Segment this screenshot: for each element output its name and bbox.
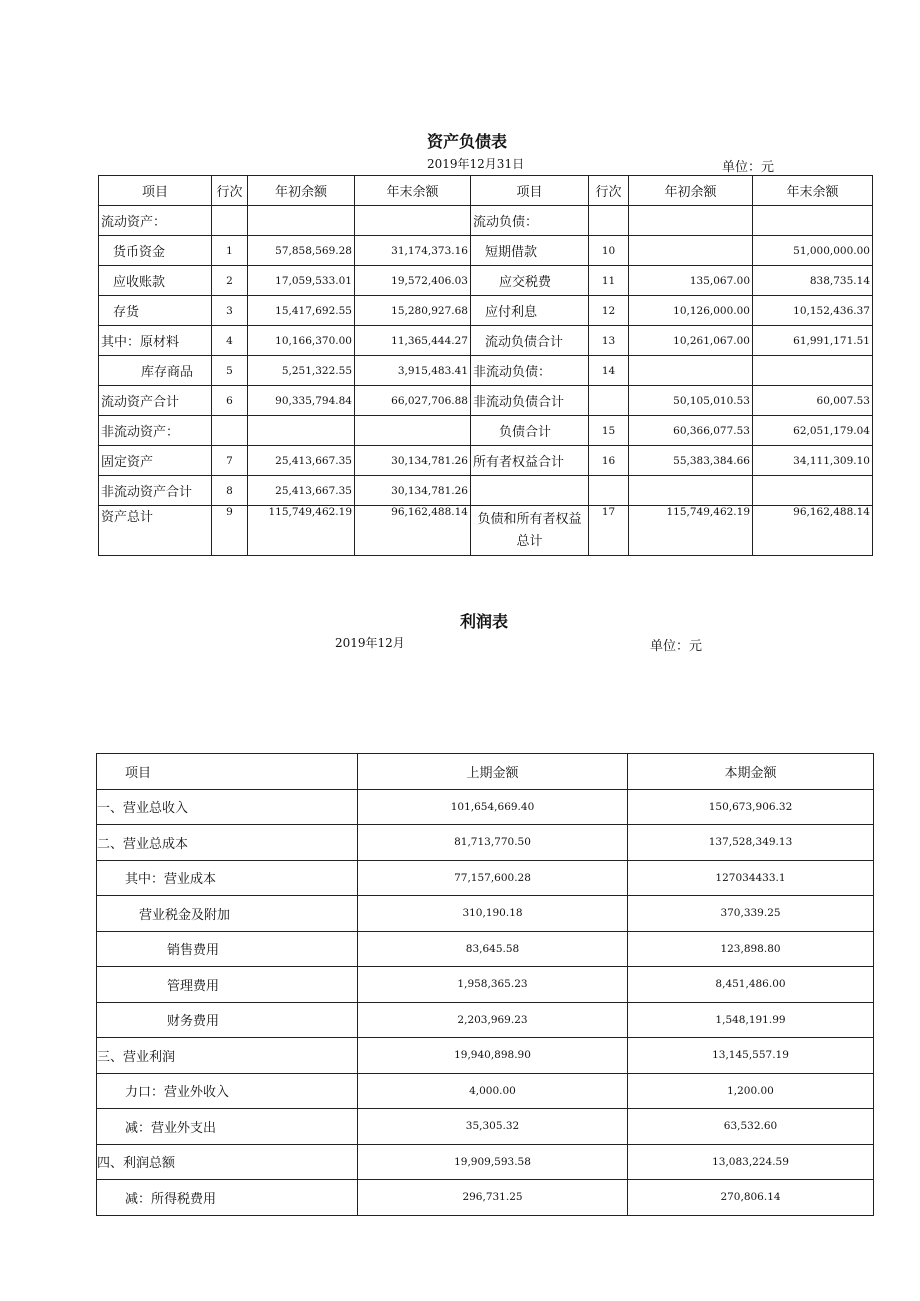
balance-sheet-amount-cell: 66,027,706.88 — [355, 386, 471, 416]
balance-sheet-amount-cell: 11,365,444.27 — [355, 326, 471, 356]
income-statement-amount-cell: 83,645.58 — [358, 931, 628, 967]
balance-sheet-line-number-cell — [589, 206, 629, 236]
income-statement-header-cell: 本期金额 — [628, 754, 874, 790]
income-statement-item-cell: 管理费用 — [97, 967, 358, 1003]
balance-sheet-amount-cell: 5,251,322.55 — [248, 356, 355, 386]
balance-sheet-amount-cell — [355, 416, 471, 446]
balance-sheet-header-cell: 项目 — [471, 176, 589, 206]
balance-sheet-amount-cell — [629, 476, 753, 506]
income-statement-amount-cell: 77,157,600.28 — [358, 860, 628, 896]
income-statement-amount-cell: 81,713,770.50 — [358, 825, 628, 861]
balance-sheet-line-number-cell: 8 — [212, 476, 248, 506]
balance-sheet-header-cell: 年初余额 — [629, 176, 753, 206]
balance-sheet-item-cell — [471, 476, 589, 506]
balance-sheet-header-cell: 年末余额 — [753, 176, 873, 206]
balance-sheet-amount-cell: 61,991,171.51 — [753, 326, 873, 356]
balance-sheet-amount-cell — [248, 416, 355, 446]
balance-sheet-item-cell: 应付利息 — [471, 296, 589, 326]
balance-sheet-header-cell: 年末余额 — [355, 176, 471, 206]
balance-sheet-amount-cell: 30,134,781.26 — [355, 446, 471, 476]
income-statement-amount-cell: 127034433.1 — [628, 860, 874, 896]
balance-sheet-amount-cell: 96,162,488.14 — [753, 506, 873, 556]
balance-sheet-item-cell: 应收账款 — [99, 266, 212, 296]
income-statement-item-cell: 减：营业外支出 — [97, 1109, 358, 1145]
income-statement-amount-cell: 123,898.80 — [628, 931, 874, 967]
income-statement-item-cell: 减：所得税费用 — [97, 1180, 358, 1216]
balance-sheet-amount-cell — [248, 206, 355, 236]
balance-sheet-item-cell: 其中：原材料 — [99, 326, 212, 356]
balance-sheet-amount-cell: 51,000,000.00 — [753, 236, 873, 266]
balance-sheet-header-cell: 行次 — [212, 176, 248, 206]
balance-sheet-amount-cell — [629, 236, 753, 266]
balance-sheet-line-number-cell: 17 — [589, 506, 629, 556]
income-statement-amount-cell: 101,654,669.40 — [358, 789, 628, 825]
balance-sheet-line-number-cell: 1 — [212, 236, 248, 266]
income-statement-amount-cell: 2,203,969.23 — [358, 1002, 628, 1038]
balance-sheet-line-number-cell: 13 — [589, 326, 629, 356]
income-statement-amount-cell: 150,673,906.32 — [628, 789, 874, 825]
income-statement-row — [97, 1144, 874, 1180]
balance-sheet-line-number-cell — [212, 206, 248, 236]
income-statement-row — [97, 1109, 874, 1145]
balance-sheet-line-number-cell: 9 — [212, 506, 248, 556]
balance-sheet-amount-cell: 135,067.00 — [629, 266, 753, 296]
balance-sheet-amount-cell: 15,417,692.55 — [248, 296, 355, 326]
balance-sheet-line-number-cell: 14 — [589, 356, 629, 386]
balance-sheet-amount-cell: 838,735.14 — [753, 266, 873, 296]
balance-sheet-item-cell: 货币资金 — [99, 236, 212, 266]
income-statement-row — [97, 825, 874, 861]
income-statement-row — [97, 1180, 874, 1216]
income-statement-amount-cell: 296,731.25 — [358, 1180, 628, 1216]
balance-sheet-item-cell: 非流动资产： — [99, 416, 212, 446]
balance-sheet-row — [99, 326, 873, 356]
balance-sheet-line-number-cell: 4 — [212, 326, 248, 356]
balance-sheet-item-cell: 负债合计 — [471, 416, 589, 446]
balance-sheet-row — [99, 236, 873, 266]
income-statement-header-cell: 上期金额 — [358, 754, 628, 790]
income-statement-item-cell: 二、营业总成本 — [97, 825, 358, 861]
balance-sheet-header-row — [99, 176, 873, 206]
income-statement-item-cell: 营业税金及附加 — [97, 896, 358, 932]
balance-sheet-unit: 单位：元 — [722, 160, 775, 175]
income-statement-amount-cell: 1,548,191.99 — [628, 1002, 874, 1038]
balance-sheet-line-number-cell: 12 — [589, 296, 629, 326]
balance-sheet-amount-cell: 17,059,533.01 — [248, 266, 355, 296]
balance-sheet-row — [99, 446, 873, 476]
balance-sheet-line-number-cell — [589, 386, 629, 416]
income-statement-item-cell: 三、营业利润 — [97, 1038, 358, 1074]
balance-sheet-item-cell: 非流动负债合计 — [471, 386, 589, 416]
balance-sheet-line-number-cell — [212, 416, 248, 446]
balance-sheet-line-number-cell: 16 — [589, 446, 629, 476]
income-statement-item-cell: 财务费用 — [97, 1002, 358, 1038]
balance-sheet-amount-cell: 57,858,569.28 — [248, 236, 355, 266]
balance-sheet-header-cell: 年初余额 — [248, 176, 355, 206]
balance-sheet-item-cell: 固定资产 — [99, 446, 212, 476]
balance-sheet-amount-cell — [753, 206, 873, 236]
balance-sheet-amount-cell: 10,261,067.00 — [629, 326, 753, 356]
balance-sheet-line-number-cell: 11 — [589, 266, 629, 296]
income-statement-item-cell: 一、营业总收入 — [97, 789, 358, 825]
balance-sheet-amount-cell: 50,105,010.53 — [629, 386, 753, 416]
balance-sheet-line-number-cell: 2 — [212, 266, 248, 296]
income-statement-amount-cell: 270,806.14 — [628, 1180, 874, 1216]
income-statement-row — [97, 967, 874, 1003]
income-statement-amount-cell: 13,083,224.59 — [628, 1144, 874, 1180]
balance-sheet-item-cell: 资产总计 — [99, 506, 212, 556]
income-statement-title: 利润表 — [460, 612, 509, 631]
balance-sheet-amount-cell: 55,383,384.66 — [629, 446, 753, 476]
balance-sheet-amount-cell: 15,280,927.68 — [355, 296, 471, 326]
balance-sheet-amount-cell — [355, 206, 471, 236]
balance-sheet-amount-cell: 115,749,462.19 — [248, 506, 355, 556]
balance-sheet-amount-cell: 3,915,483.41 — [355, 356, 471, 386]
balance-sheet-date: 2019年12月31日 — [427, 157, 525, 171]
balance-sheet-item-cell: 所有者权益合计 — [471, 446, 589, 476]
balance-sheet-line-number-cell: 15 — [589, 416, 629, 446]
income-statement-row — [97, 931, 874, 967]
income-statement-date: 2019年12月 — [335, 636, 405, 650]
balance-sheet-item-cell: 存货 — [99, 296, 212, 326]
balance-sheet-table — [98, 175, 873, 556]
balance-sheet-line-number-cell: 7 — [212, 446, 248, 476]
balance-sheet-item-cell: 流动资产： — [99, 206, 212, 236]
income-statement-header-cell: 项目 — [97, 754, 358, 790]
income-statement-amount-cell: 310,190.18 — [358, 896, 628, 932]
income-statement-unit: 单位：元 — [650, 639, 703, 654]
balance-sheet-item-cell: 流动负债： — [471, 206, 589, 236]
balance-sheet-row — [99, 296, 873, 326]
balance-sheet-amount-cell: 19,572,406.03 — [355, 266, 471, 296]
income-statement-item-cell: 四、利润总额 — [97, 1144, 358, 1180]
income-statement-row — [97, 789, 874, 825]
income-statement-amount-cell: 1,958,365.23 — [358, 967, 628, 1003]
income-statement-amount-cell: 4,000.00 — [358, 1073, 628, 1109]
income-statement-item-cell: 力口：营业外收入 — [97, 1073, 358, 1109]
balance-sheet-line-number-cell: 3 — [212, 296, 248, 326]
balance-sheet-line-number-cell: 5 — [212, 356, 248, 386]
income-statement-amount-cell: 19,940,898.90 — [358, 1038, 628, 1074]
income-statement-header-row — [97, 754, 874, 790]
income-statement-item-cell: 销售费用 — [97, 931, 358, 967]
balance-sheet-amount-cell: 62,051,179.04 — [753, 416, 873, 446]
balance-sheet-item-cell: 非流动资产合计 — [99, 476, 212, 506]
balance-sheet-item-cell: 负债和所有者权益总计 — [471, 506, 589, 556]
balance-sheet-amount-cell: 96,162,488.14 — [355, 506, 471, 556]
income-statement-amount-cell: 370,339.25 — [628, 896, 874, 932]
balance-sheet-row — [99, 416, 873, 446]
balance-sheet-row — [99, 206, 873, 236]
income-statement-row — [97, 860, 874, 896]
balance-sheet-row — [99, 476, 873, 506]
balance-sheet-amount-cell — [753, 476, 873, 506]
income-statement-amount-cell: 137,528,349.13 — [628, 825, 874, 861]
balance-sheet-row — [99, 506, 873, 556]
balance-sheet-amount-cell: 115,749,462.19 — [629, 506, 753, 556]
balance-sheet-amount-cell: 25,413,667.35 — [248, 446, 355, 476]
balance-sheet-line-number-cell: 6 — [212, 386, 248, 416]
income-statement-row — [97, 1073, 874, 1109]
income-statement-row — [97, 1002, 874, 1038]
income-statement-row — [97, 1038, 874, 1074]
balance-sheet-row — [99, 266, 873, 296]
balance-sheet-item-cell: 应交税费 — [471, 266, 589, 296]
balance-sheet-amount-cell: 10,152,436.37 — [753, 296, 873, 326]
balance-sheet-item-cell: 非流动负债： — [471, 356, 589, 386]
income-statement-amount-cell: 1,200.00 — [628, 1073, 874, 1109]
balance-sheet-amount-cell: 10,166,370.00 — [248, 326, 355, 356]
balance-sheet-item-cell: 库存商品 — [99, 356, 212, 386]
balance-sheet-amount-cell: 90,335,794.84 — [248, 386, 355, 416]
balance-sheet-line-number-cell: 10 — [589, 236, 629, 266]
income-statement-amount-cell: 35,305.32 — [358, 1109, 628, 1145]
balance-sheet-row — [99, 386, 873, 416]
income-statement-row — [97, 896, 874, 932]
balance-sheet-amount-cell: 30,134,781.26 — [355, 476, 471, 506]
balance-sheet-line-number-cell — [589, 476, 629, 506]
balance-sheet-amount-cell — [629, 206, 753, 236]
balance-sheet-amount-cell — [629, 356, 753, 386]
balance-sheet-title: 资产负债表 — [427, 132, 508, 151]
income-statement-amount-cell: 8,451,486.00 — [628, 967, 874, 1003]
balance-sheet-item-cell: 流动资产合计 — [99, 386, 212, 416]
balance-sheet-amount-cell: 25,413,667.35 — [248, 476, 355, 506]
balance-sheet-item-cell: 流动负债合计 — [471, 326, 589, 356]
income-statement-amount-cell: 19,909,593.58 — [358, 1144, 628, 1180]
balance-sheet-header-cell: 行次 — [589, 176, 629, 206]
balance-sheet-row — [99, 356, 873, 386]
income-statement-item-cell: 其中：营业成本 — [97, 860, 358, 896]
balance-sheet-amount-cell — [753, 356, 873, 386]
balance-sheet-amount-cell: 60,366,077.53 — [629, 416, 753, 446]
balance-sheet-amount-cell: 34,111,309.10 — [753, 446, 873, 476]
balance-sheet-amount-cell: 10,126,000.00 — [629, 296, 753, 326]
balance-sheet-amount-cell: 31,174,373.16 — [355, 236, 471, 266]
balance-sheet-item-cell: 短期借款 — [471, 236, 589, 266]
income-statement-amount-cell: 13,145,557.19 — [628, 1038, 874, 1074]
balance-sheet-header-cell: 项目 — [99, 176, 212, 206]
income-statement-table — [96, 753, 874, 1216]
balance-sheet-amount-cell: 60,007.53 — [753, 386, 873, 416]
income-statement-amount-cell: 63,532.60 — [628, 1109, 874, 1145]
